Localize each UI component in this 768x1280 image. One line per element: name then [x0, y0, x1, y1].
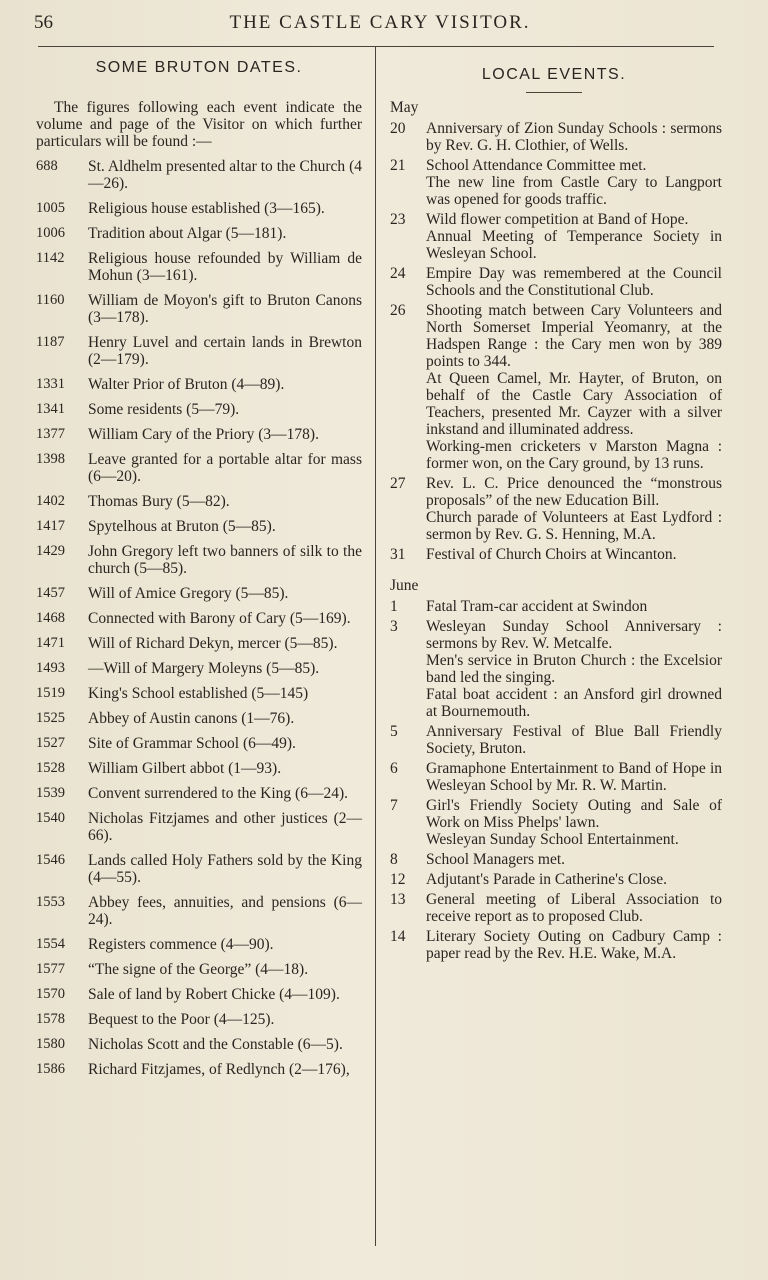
month-heading-june: June	[390, 577, 419, 594]
entry-text: Will of Richard Dekyn, mercer (5—85).	[88, 635, 338, 652]
local-events-title: LOCAL EVENTS.	[481, 66, 627, 83]
entry-year: 1402	[36, 493, 65, 509]
entry-year: 1005	[36, 200, 65, 216]
event-day: 24	[390, 265, 406, 282]
event-day: 23	[390, 211, 406, 228]
event-entry	[386, 475, 722, 543]
entry-text: Some residents (5—79).	[88, 401, 240, 418]
event-line: School Managers met.	[426, 851, 566, 868]
event-day: 12	[390, 871, 406, 888]
event-entry	[386, 891, 722, 925]
date-entry	[36, 334, 362, 368]
entry-text: Nicholas Fitzjames and other justices (2—66).	[88, 810, 362, 844]
event-day: 21	[390, 157, 406, 174]
event-line: Wesleyan Sunday School Anniversary : sermons by Rev. W. Metcalfe.	[426, 618, 722, 652]
entry-text: Abbey fees, annuities, and pensions (6—24).	[88, 894, 362, 928]
event-line: Anniversary of Zion Sunday Schools : sermons by Rev. G. H. Clothier, of Wells.	[426, 120, 722, 154]
event-text	[426, 851, 722, 868]
bruton-dates-list	[36, 158, 362, 1078]
entry-year: 688	[36, 158, 58, 174]
entry-year: 1519	[36, 685, 65, 701]
event-entry	[386, 871, 722, 888]
date-entry	[36, 1036, 362, 1053]
event-entry	[386, 157, 722, 208]
event-day: 14	[390, 928, 406, 945]
may-events-list	[386, 120, 722, 563]
date-entry	[36, 158, 362, 192]
entry-text: Henry Luvel and certain lands in Brewton (2—179).	[88, 334, 362, 368]
event-line: Shooting match between Cary Volunteers and North Somerset Imperial Yeomanry, at the Hadspen Range : the Cary men won by 389 points to 344.	[426, 302, 722, 370]
entry-year: 1417	[36, 518, 65, 534]
date-entry	[36, 685, 362, 702]
column-divider	[375, 46, 376, 1246]
month-heading-may: May	[390, 99, 419, 116]
entry-year: 1528	[36, 760, 65, 776]
entry-year: 1331	[36, 376, 65, 392]
event-entry	[386, 598, 722, 615]
entry-text: Tradition about Algar (5—181).	[88, 225, 287, 242]
page-header	[30, 10, 730, 40]
event-entry	[386, 211, 722, 262]
event-line: Church parade of Volunteers at East Lydford : sermon by Rev. G. S. Henning, M.A.	[426, 509, 722, 543]
entry-text: Richard Fitzjames, of Redlynch (2—176),	[88, 1061, 350, 1078]
entry-text: “The signe of the George” (4—18).	[88, 961, 309, 978]
event-line: Working-men cricketers v Marston Magna : former won, on the Cary ground, by 13 runs.	[426, 438, 722, 472]
event-text	[426, 211, 722, 262]
entry-text: William de Moyon's gift to Bruton Canons (3—178).	[88, 292, 362, 326]
event-text	[426, 871, 722, 888]
event-line: The new line from Castle Cary to Langport was opened for goods traffic.	[426, 174, 722, 208]
event-text	[426, 797, 722, 848]
date-entry	[36, 401, 362, 418]
event-line: At Queen Camel, Mr. Hayter, of Bruton, on behalf of the Castle Cary Association of Teachers, presented Mr. Cayzer with a silver inkstand and illuminated address.	[426, 370, 722, 438]
title-rule	[526, 92, 582, 93]
entry-year: 1398	[36, 451, 65, 467]
entry-text: Nicholas Scott and the Constable (6—5).	[88, 1036, 343, 1053]
date-entry	[36, 543, 362, 577]
event-line: Gramaphone Entertainment to Band of Hope in Wesleyan School by Mr. R. W. Martin.	[426, 760, 722, 794]
event-entry	[386, 723, 722, 757]
bruton-dates-title: SOME BRUTON DATES.	[95, 59, 303, 76]
entry-year: 1525	[36, 710, 65, 726]
entry-text: Thomas Bury (5—82).	[88, 493, 230, 510]
entry-text: Leave granted for a portable altar for mass (6—20).	[88, 451, 362, 485]
event-day: 1	[390, 598, 398, 615]
entry-text: Religious house refounded by William de Mohun (3—161).	[88, 250, 362, 284]
event-day: 27	[390, 475, 406, 492]
event-text	[426, 475, 722, 543]
event-line: Rev. L. C. Price denounced the “monstrous proposals” of the new Education Bill.	[426, 475, 722, 509]
entry-year: 1527	[36, 735, 65, 751]
event-line: Men's service in Bruton Church : the Excelsior band led the singing.	[426, 652, 722, 686]
entry-year: 1570	[36, 986, 65, 1002]
event-text	[426, 120, 722, 154]
date-entry	[36, 493, 362, 510]
date-entry	[36, 986, 362, 1003]
entry-year: 1546	[36, 852, 65, 868]
date-entry	[36, 518, 362, 535]
date-entry	[36, 610, 362, 627]
event-line: General meeting of Liberal Association to receive report as to proposed Club.	[426, 891, 722, 925]
event-day: 20	[390, 120, 406, 137]
local-events-column	[386, 50, 722, 965]
date-entry	[36, 735, 362, 752]
bruton-dates-column	[36, 50, 362, 1086]
date-entry	[36, 936, 362, 953]
event-entry	[386, 265, 722, 299]
entry-year: 1187	[36, 334, 65, 350]
event-text	[426, 265, 722, 299]
event-entry	[386, 546, 722, 563]
entry-text: —Will of Margery Moleyns (5—85).	[88, 660, 320, 677]
event-text	[426, 928, 722, 962]
date-entry	[36, 1061, 362, 1078]
entry-year: 1457	[36, 585, 65, 601]
date-entry	[36, 660, 362, 677]
event-entry	[386, 120, 722, 154]
event-line: Festival of Church Choirs at Wincanton.	[426, 546, 677, 563]
entry-text: King's School established (5—145)	[88, 685, 309, 702]
entry-text: Spytelhous at Bruton (5—85).	[88, 518, 276, 535]
date-entry	[36, 1011, 362, 1028]
entry-year: 1142	[36, 250, 65, 266]
entry-year: 1553	[36, 894, 65, 910]
date-entry	[36, 635, 362, 652]
date-entry	[36, 894, 362, 928]
date-entry	[36, 376, 362, 393]
entry-year: 1540	[36, 810, 65, 826]
entry-text: Registers commence (4—90).	[88, 936, 274, 953]
entry-text: Connected with Barony of Cary (5—169).	[88, 610, 351, 627]
event-day: 8	[390, 851, 398, 868]
entry-year: 1471	[36, 635, 65, 651]
entry-text: St. Aldhelm presented altar to the Church (4—26).	[88, 158, 362, 192]
event-line: Fatal Tram-car accident at Swindon	[426, 598, 648, 615]
event-line: Literary Society Outing on Cadbury Camp : paper read by the Rev. H.E. Wake, M.A.	[426, 928, 722, 962]
running-title: THE CASTLE CARY VISITOR.	[229, 12, 531, 33]
event-day: 6	[390, 760, 398, 777]
event-entry	[386, 760, 722, 794]
entry-year: 1429	[36, 543, 65, 559]
event-entry	[386, 928, 722, 962]
event-entry	[386, 797, 722, 848]
event-line: Empire Day was remembered at the Council Schools and the Constitutional Club.	[426, 265, 722, 299]
entry-year: 1006	[36, 225, 65, 241]
event-entry	[386, 302, 722, 472]
date-entry	[36, 225, 362, 242]
event-day: 13	[390, 891, 406, 908]
entry-year: 1578	[36, 1011, 65, 1027]
entry-year: 1539	[36, 785, 65, 801]
event-line: Wesleyan Sunday School Entertainment.	[426, 831, 679, 848]
entry-text: Site of Grammar School (6—49).	[88, 735, 296, 752]
entry-year: 1377	[36, 426, 65, 442]
entry-text: Bequest to the Poor (4—125).	[88, 1011, 275, 1028]
event-day: 5	[390, 723, 398, 740]
event-text	[426, 723, 722, 757]
date-entry	[36, 760, 362, 777]
entry-text: Will of Amice Gregory (5—85).	[88, 585, 289, 602]
event-entry	[386, 851, 722, 868]
date-entry	[36, 426, 362, 443]
event-line: Adjutant's Parade in Catherine's Close.	[426, 871, 668, 888]
entry-text: John Gregory left two banners of silk to the church (5—85).	[88, 543, 362, 577]
entry-year: 1493	[36, 660, 65, 676]
entry-text: Convent surrendered to the King (6—24).	[88, 785, 348, 802]
entry-text: Lands called Holy Fathers sold by the King (4—55).	[88, 852, 362, 886]
event-line: Anniversary Festival of Blue Ball Friendly Society, Bruton.	[426, 723, 722, 757]
entry-text: William Cary of the Priory (3—178).	[88, 426, 319, 443]
june-events-list	[386, 598, 722, 962]
event-text	[426, 618, 722, 720]
event-text	[426, 157, 722, 208]
event-text	[426, 598, 722, 615]
entry-year: 1586	[36, 1061, 65, 1077]
date-entry	[36, 961, 362, 978]
entry-year: 1554	[36, 936, 65, 952]
entry-year: 1341	[36, 401, 65, 417]
date-entry	[36, 451, 362, 485]
date-entry	[36, 852, 362, 886]
event-text	[426, 546, 722, 563]
event-text	[426, 891, 722, 925]
event-day: 3	[390, 618, 398, 635]
entry-year: 1577	[36, 961, 65, 977]
entry-year: 1468	[36, 610, 65, 626]
page-number: 56	[34, 12, 53, 33]
event-line: Girl's Friendly Society Outing and Sale of Work on Miss Phelps' lawn.	[426, 797, 722, 831]
date-entry	[36, 810, 362, 844]
event-line: Annual Meeting of Temperance Society in Wesleyan School.	[426, 228, 722, 262]
date-entry	[36, 710, 362, 727]
date-entry	[36, 585, 362, 602]
entry-year: 1580	[36, 1036, 65, 1052]
event-line: Wild flower competition at Band of Hope.	[426, 211, 689, 228]
entry-text: William Gilbert abbot (1—93).	[88, 760, 282, 777]
event-text	[426, 760, 722, 794]
date-entry	[36, 785, 362, 802]
date-entry	[36, 250, 362, 284]
event-day: 26	[390, 302, 406, 319]
entry-text: Sale of land by Robert Chicke (4—109).	[88, 986, 340, 1003]
header-rule	[38, 46, 714, 47]
event-day: 7	[390, 797, 398, 814]
entry-year: 1160	[36, 292, 65, 308]
bruton-dates-intro: The figures following each event indicate the volume and page of the Visitor on which further particulars will be found :—	[36, 99, 362, 150]
entry-text: Abbey of Austin canons (1—76).	[88, 710, 295, 727]
event-line: Fatal boat accident : an Ansford girl drowned at Bournemouth.	[426, 686, 722, 720]
event-day: 31	[390, 546, 406, 563]
entry-text: Religious house established (3—165).	[88, 200, 325, 217]
entry-text: Walter Prior of Bruton (4—89).	[88, 376, 285, 393]
event-text	[426, 302, 722, 472]
date-entry	[36, 200, 362, 217]
date-entry	[36, 292, 362, 326]
event-entry	[386, 618, 722, 720]
event-line: School Attendance Committee met.	[426, 157, 647, 174]
